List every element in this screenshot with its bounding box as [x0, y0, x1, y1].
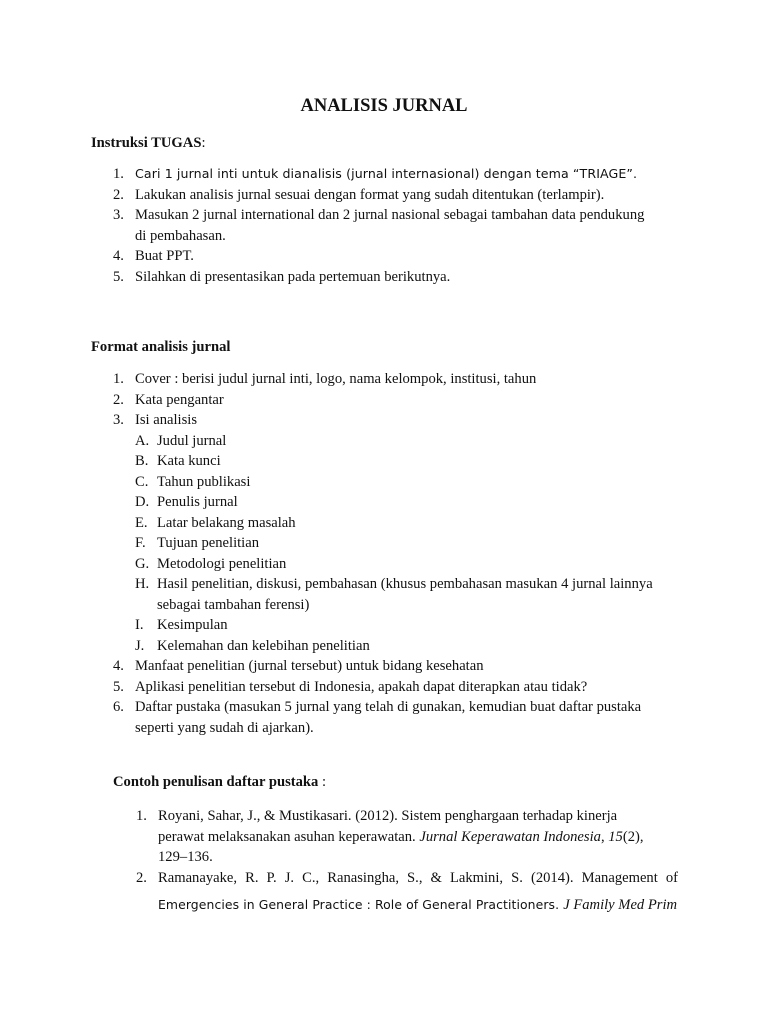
contoh-heading	[113, 772, 326, 793]
list-item-number: 1.	[113, 166, 124, 182]
sub-list-item-letter: B.	[135, 453, 149, 469]
sub-list-item-letter: F.	[135, 535, 146, 551]
list-item	[113, 369, 683, 390]
sub-list-item-letter: J.	[135, 637, 145, 654]
list-item-number: 2.	[113, 391, 124, 408]
list-item	[113, 246, 683, 267]
sub-list-item	[135, 636, 683, 657]
list-item-number: 3.	[113, 412, 124, 428]
list-item	[113, 164, 683, 185]
list-item	[113, 205, 683, 246]
reference-list	[136, 806, 678, 916]
sub-list-item-text: Latar belakang masalah	[157, 514, 296, 531]
reference-text-line2	[158, 829, 644, 845]
page-title: ANALISIS JURNAL	[300, 96, 468, 116]
list-item-number: 5.	[113, 678, 124, 695]
list-item-text: Lakukan analisis jurnal sesuai dengan format yang sudah ditentukan (terlampir).	[135, 186, 605, 203]
format-sub-list	[113, 431, 683, 657]
sub-list-item-text: Metodologi penelitian	[157, 555, 287, 572]
reference-separator: ,	[600, 828, 609, 845]
sub-list-item-letter: I.	[135, 617, 144, 633]
sub-list-item-text	[157, 574, 683, 615]
sub-list-item-letter: E.	[135, 514, 148, 531]
list-item-text-line2: di pembahasan.	[135, 227, 226, 244]
sub-list-item-letter: H.	[135, 576, 150, 592]
list-item-text: Cover : berisi judul jurnal inti, logo, nama kelompok, institusi, tahun	[135, 371, 537, 387]
sub-list-item	[135, 533, 683, 554]
list-item-text	[135, 697, 683, 738]
sub-list-item-text: Tujuan penelitian	[157, 535, 260, 551]
sub-list-item-text-line1: Hasil penelitian, diskusi, pembahasan (khusus pembahasan masukan 4 jurnal lainnya	[157, 576, 653, 592]
list-item	[113, 267, 683, 288]
list-item-text: Isi analisis	[135, 412, 198, 428]
instruksi-list	[113, 164, 683, 287]
sub-list-item-text: Kesimpulan	[157, 617, 228, 633]
sub-list-item	[135, 615, 683, 636]
list-item-number: 6.	[113, 699, 124, 715]
list-item	[113, 185, 683, 206]
list-item-text: Buat PPT.	[135, 248, 194, 264]
list-item-text: Cari 1 jurnal inti untuk dianalisis (jurnal internasional) dengan tema “TRIAGE”.	[135, 166, 638, 181]
reference-text	[158, 868, 678, 916]
list-item-number: 3.	[113, 207, 124, 223]
sub-list-item-text: Tahun publikasi	[157, 473, 251, 490]
sub-list-item	[135, 451, 683, 472]
reference-text-line2	[158, 895, 678, 916]
list-item-text-line1: Daftar pustaka (masukan 5 jurnal yang telah di gunakan, kemudian buat daftar pustaka	[135, 699, 642, 715]
list-item-text	[135, 205, 683, 246]
sub-list-item	[135, 431, 683, 452]
list-item-number: 2.	[113, 186, 124, 203]
sub-list-item-letter: A.	[135, 432, 150, 449]
sub-list-item-text-line2: sebagai tambahan ferensi)	[157, 596, 310, 613]
sub-list-item	[135, 472, 683, 493]
reference-text-line1: Ramanayake, R. P. J. C., Ranasingha, S., & Lakmini, S. (2014). Management of	[158, 869, 678, 886]
sub-list-item-text: Penulis jurnal	[157, 494, 238, 510]
list-item-text: Manfaat penelitian (jurnal tersebut) untuk bidang kesehatan	[135, 658, 484, 674]
sub-list-item	[135, 574, 683, 615]
sub-list-item-text: Kata kunci	[157, 453, 221, 469]
sub-list-item-letter: C.	[135, 473, 149, 490]
sub-list-item	[135, 492, 683, 513]
list-item-number: 4.	[113, 248, 124, 264]
list-item	[113, 410, 683, 431]
list-item	[113, 656, 683, 677]
sub-list-item-text: Judul jurnal	[157, 432, 227, 449]
reference-item	[136, 806, 678, 868]
reference-journal-name: Jurnal Keperawatan Indonesia	[419, 828, 601, 845]
reference-item	[136, 868, 678, 916]
list-item-text-line1: Masukan 2 jurnal international dan 2 jurnal nasional sebagai tambahan data pendukung	[135, 207, 645, 223]
list-item	[113, 697, 683, 738]
reference-journal-name: J Family Med Prim	[563, 897, 678, 913]
list-item	[113, 390, 683, 411]
instruksi-heading-text: Instruksi TUGAS	[91, 135, 202, 151]
instruksi-heading	[91, 133, 206, 154]
list-item-text-line2: seperti yang sudah di ajarkan).	[135, 719, 314, 736]
reference-number: 2.	[136, 869, 147, 886]
contoh-heading-colon: :	[318, 774, 327, 790]
sub-list-item-text: Kelemahan dan kelebihan penelitian	[157, 637, 370, 654]
instruksi-heading-colon: :	[201, 135, 206, 151]
reference-text-line1: Royani, Sahar, J., & Mustikasari. (2012). Sistem penghargaan terhadap kinerja	[158, 808, 618, 824]
sub-list-item	[135, 554, 683, 575]
reference-volume: 15	[608, 828, 623, 845]
list-item	[113, 677, 683, 698]
sub-list-item-letter: G.	[135, 555, 150, 572]
reference-text	[158, 806, 678, 868]
sub-list-item-letter: D.	[135, 494, 150, 510]
format-heading: Format analisis jurnal	[91, 339, 231, 355]
list-item-text: Silahkan di presentasikan pada pertemuan berikutnya.	[135, 268, 451, 285]
contoh-heading-text: Contoh penulisan daftar pustaka	[113, 774, 319, 790]
format-list	[113, 369, 683, 738]
list-item-text: Kata pengantar	[135, 391, 224, 408]
reference-text-plain: perawat melaksanakan asuhan keperawatan.	[158, 828, 420, 845]
sub-list-item	[135, 513, 683, 534]
reference-pages: 129–136.	[158, 849, 213, 865]
reference-text-plain: Emergencies in General Practice : Role of General Practitioners.	[158, 897, 564, 912]
list-item-number: 1.	[113, 371, 124, 387]
list-item-number: 5.	[113, 268, 124, 285]
reference-issue: (2),	[622, 828, 644, 845]
list-item-number: 4.	[113, 658, 124, 674]
reference-number: 1.	[136, 808, 147, 824]
list-item-text: Aplikasi penelitian tersebut di Indonesia, apakah dapat diterapkan atau tidak?	[135, 678, 588, 695]
